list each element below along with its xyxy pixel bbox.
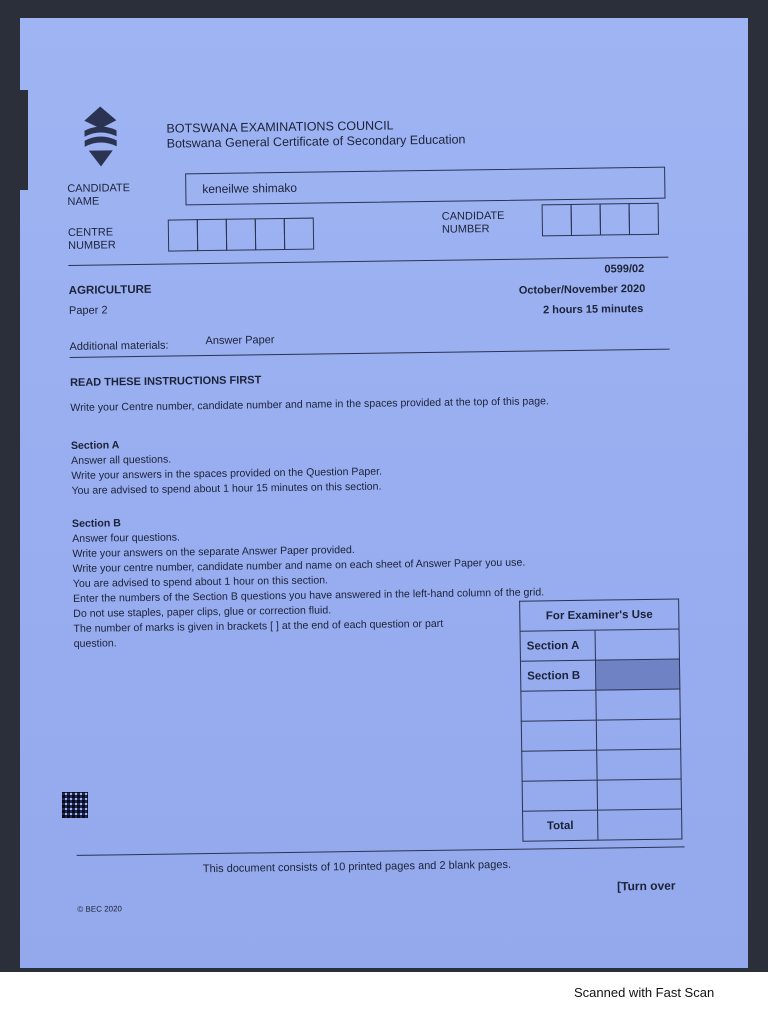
centre-digit-box[interactable] [284, 218, 314, 250]
centre-digit-box[interactable] [197, 219, 227, 251]
section-a-row-label: Section A [520, 630, 595, 661]
turn-over-note: [Turn over [617, 878, 676, 894]
paper-number: Paper 2 [68, 304, 108, 317]
exam-session: October/November 2020 [518, 282, 646, 297]
candidate-digit-box[interactable] [600, 203, 630, 235]
left-edge-strip [20, 90, 28, 190]
centre-digit-box[interactable] [168, 219, 198, 251]
materials-value: Answer Paper [205, 334, 275, 348]
shaded-cell [595, 659, 679, 690]
candidate-number-label-1: CANDIDATE [441, 209, 505, 223]
section-a-instructions [71, 432, 592, 499]
examiner-use-table [519, 598, 682, 841]
copyright: © BEC 2020 [77, 904, 123, 914]
section-b-title: Section B [71, 517, 121, 530]
centre-number-label-2: NUMBER [68, 239, 116, 252]
paper-code: 0599/02 [604, 262, 645, 276]
instruction-line: Write your answers in the spaces provided on the Question Paper. [71, 465, 383, 482]
scanner-caption: Scanned with Fast Scan [574, 985, 715, 1000]
mark-cell [597, 779, 681, 810]
candidate-digit-box[interactable] [542, 204, 572, 236]
question-number-cell [521, 690, 596, 721]
divider [68, 257, 668, 266]
instruction-line: Write your centre number, candidate number and name on each sheet of Answer Paper you use. [72, 556, 526, 575]
centre-number-label [68, 226, 116, 253]
exam-duration: 2 hours 15 minutes [542, 302, 644, 317]
candidate-name-value: keneilwe shimako [202, 180, 298, 197]
mark-cell [596, 689, 680, 720]
centre-digit-box[interactable] [226, 218, 256, 250]
centre-number-boxes[interactable] [168, 218, 313, 252]
centre-digit-box[interactable] [255, 218, 285, 250]
section-a-title: Section A [70, 439, 120, 452]
instruction-line: Do not use staples, paper clips, glue or correction fluid. [73, 604, 332, 620]
question-number-cell [522, 750, 597, 781]
instruction-line: Write your answers on the separate Answer Paper provided. [72, 544, 355, 560]
council-name: BOTSWANA EXAMINATIONS COUNCIL [166, 118, 394, 136]
materials-label: Additional materials: [69, 339, 169, 353]
instructions-heading: READ THESE INSTRUCTIONS FIRST [69, 374, 262, 389]
section-b-row-label: Section B [520, 660, 595, 691]
candidate-digit-box[interactable] [629, 203, 659, 235]
instruction-line: Answer all questions. [71, 453, 172, 467]
subject-title: AGRICULTURE [68, 283, 152, 297]
candidate-number-label-2: NUMBER [441, 223, 490, 236]
mark-cell [597, 749, 681, 780]
question-number-cell [521, 720, 596, 751]
bec-logo-icon [80, 106, 121, 167]
question-number-cell [522, 780, 597, 811]
certificate-name: Botswana General Certificate of Secondary Education [166, 132, 466, 151]
instruction-line: You are advised to spend about 1 hour 15 minutes on this section. [71, 480, 382, 497]
mark-cell [595, 629, 679, 660]
paper-content [66, 86, 698, 925]
candidate-name-field[interactable] [185, 167, 665, 206]
instruction-line: The number of marks is given in brackets [ ] at the end of each question or part [73, 617, 444, 635]
candidate-name-label [67, 182, 130, 209]
instructions-intro: Write your Centre number, candidate number and name in the spaces provided at the top of this page. [70, 395, 549, 414]
total-cell [598, 809, 682, 840]
candidate-number-boxes[interactable] [542, 203, 658, 237]
candidate-name-label-1: CANDIDATE [67, 182, 131, 195]
instruction-line: You are advised to spend about 1 hour on this section. [72, 574, 329, 590]
total-label: Total [523, 810, 598, 841]
candidate-number-label [442, 210, 505, 237]
exam-board-header [166, 117, 465, 151]
instruction-line: Enter the numbers of the Section B questions you have answered in the left-hand column of the grid. [72, 586, 545, 605]
divider [77, 846, 685, 855]
centre-number-label-1: CENTRE [67, 226, 114, 239]
instruction-line: Answer four questions. [72, 531, 181, 545]
candidate-digit-box[interactable] [571, 204, 601, 236]
instruction-line: question. [73, 637, 117, 650]
candidate-name-label-2: NAME [67, 195, 100, 208]
examiner-table-title: For Examiner's Use [520, 599, 679, 631]
mark-cell [596, 719, 680, 750]
page-count-note: This document consists of 10 printed pages and 2 blank pages. [202, 858, 512, 876]
